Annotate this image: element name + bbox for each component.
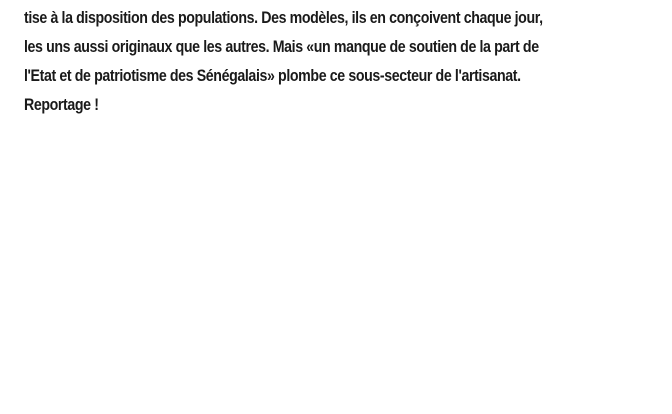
lead-line: tise à la disposition des populations. Des modèles, ils en conçoivent chaque jour, (24, 9, 543, 27)
lead-line: l'Etat et de patriotisme des Sénégalais» plombe ce sous-secteur de l'artisanat. (24, 67, 521, 85)
article-lead-paragraph (24, 4, 654, 120)
lead-line: les uns aussi originaux que les autres. Mais «un manque de soutien de la part de (24, 38, 539, 56)
lead-line: Reportage ! (24, 96, 99, 114)
